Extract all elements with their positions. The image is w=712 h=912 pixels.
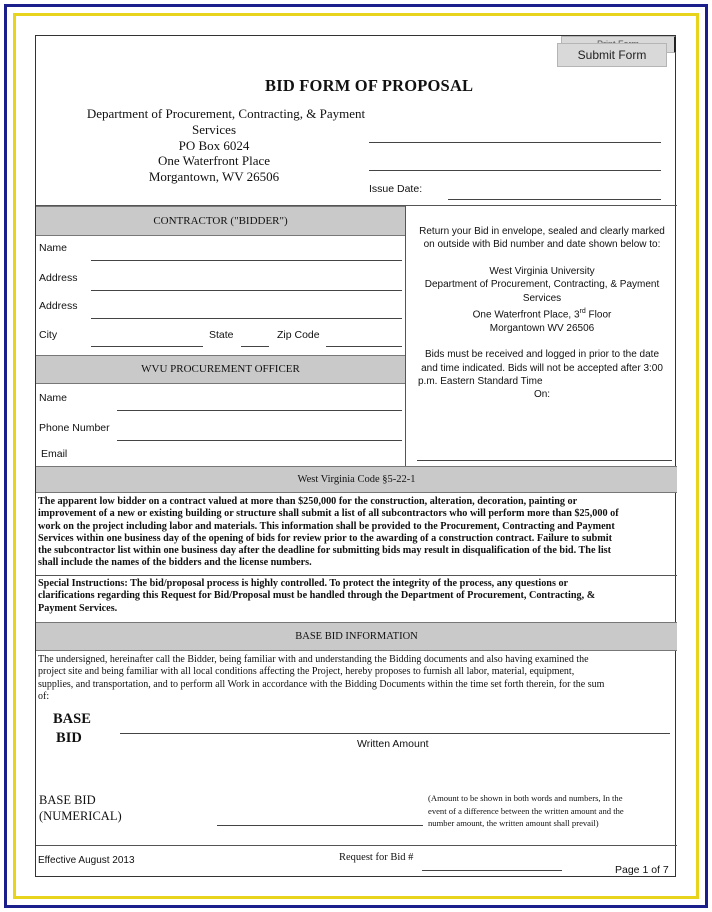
officer-name-label: Name [39, 392, 68, 404]
deadline-line-3: p.m. Eastern Standard Time [418, 375, 543, 387]
effective-date: Effective August 2013 [38, 855, 135, 866]
officer-heading: WVU PROCUREMENT OFFICER [36, 355, 405, 384]
address-line-1: PO Box 6024 [178, 137, 250, 153]
wv-code-line: the subcontractor list within one business day after the deadline for submitting bids may result in disqualification of the bid. The list [38, 545, 612, 557]
numerical-amount-field[interactable] [217, 825, 423, 826]
contractor-address-label-1: Address [39, 272, 78, 284]
header-field-line-2[interactable] [369, 170, 661, 171]
base-bid-numerical-label: BASE BID (NUMERICAL) [39, 793, 122, 823]
base-bid-heading: BASE BID INFORMATION [36, 622, 677, 651]
return-org-3: Services [522, 292, 562, 304]
base-bid-label: BASE BID [53, 711, 91, 746]
officer-name-field[interactable] [117, 410, 402, 411]
wv-code-paragraph [38, 496, 676, 570]
return-org-4: One Waterfront Place, 3rd Floor [472, 308, 612, 321]
contractor-state-field[interactable] [241, 346, 269, 347]
contractor-zip-label: Zip Code [277, 329, 320, 341]
contractor-city-field[interactable] [91, 346, 203, 347]
deadline-line-2: and time indicated. Bids will not be accepted after 3:00 [421, 362, 663, 374]
dept-line-2: Services [191, 121, 237, 137]
wv-code-line: improvement of a new or existing building or structure shall submit a list of all subcontractors who will perform more than $25,000 of [38, 508, 619, 520]
contractor-address-field-1[interactable] [91, 290, 402, 291]
written-amount-label: Written Amount [357, 738, 429, 750]
special-divider [36, 575, 677, 576]
contractor-heading: CONTRACTOR ("BIDDER") [36, 206, 405, 236]
return-org-2: Department of Procurement, Contracting, & Payment [424, 279, 660, 291]
wv-code-line: The apparent low bidder on a contract valued at more than $250,000 for the construction, alteration, decoration, painting or [38, 496, 578, 507]
address-line-3: Morgantown, WV 26506 [148, 169, 280, 185]
base-bid-line: project site and being familiar with all local conditions affecting the Project, hereby proposes to furnish all labor, material, equipment, [38, 666, 575, 678]
return-line-2: on outside with Bid number and date shown below to: [423, 239, 661, 251]
bid-due-date-field[interactable] [417, 460, 672, 461]
on-label: On: [533, 389, 551, 401]
request-for-bid-label: Request for Bid # [339, 852, 414, 863]
bid-form-page [35, 35, 676, 877]
request-for-bid-field[interactable] [422, 870, 562, 871]
deadline-line-1: Bids must be received and logged in prior to the date [424, 349, 660, 361]
return-instructions [408, 225, 676, 402]
contractor-address-field-2[interactable] [91, 318, 402, 319]
issue-date-label: Issue Date: [369, 183, 423, 195]
contractor-name-label: Name [39, 242, 68, 254]
contractor-state-label: State [209, 329, 234, 341]
written-amount-field[interactable] [120, 733, 670, 734]
wv-code-line: shall include the names of the bidders and the license numbers. [38, 557, 312, 569]
contractor-city-label: City [39, 329, 58, 341]
officer-email-label: Email [41, 448, 68, 460]
officer-phone-label: Phone Number [39, 422, 110, 434]
wv-code-line: Services within one business day of the opening of bids for review prior to the awarding of a construction contract. Failure to submit [38, 532, 612, 544]
special-line: clarifications regarding this Request for Bid/Proposal must be handled through the Department of Procurement, Contracting, & [38, 590, 596, 602]
footer-divider [36, 845, 677, 846]
wv-code-heading: West Virginia Code §5-22-1 [36, 466, 677, 493]
dept-line-1: Department of Procurement, Contracting, & Payment [86, 106, 366, 121]
special-line: Special Instructions: The bid/proposal process is highly controlled. To protect the integrity of the process, any questions or [38, 578, 569, 589]
contractor-zip-field[interactable] [326, 346, 402, 347]
officer-phone-field[interactable] [117, 440, 402, 441]
return-org-1: West Virginia University [489, 265, 595, 277]
base-bid-line: of: [38, 690, 50, 702]
amount-note: (Amount to be shown in both words and numbers, In the event of a difference between the written amount and the number amount, the written amount shall prevail) [428, 793, 624, 828]
base-bid-line: The undersigned, hereinafter call the Bidder, being familiar with and understanding the Bidding documents and also having examined the [38, 654, 589, 665]
return-org-5: Morgantown WV 26506 [489, 322, 595, 334]
submit-form-button[interactable]: Submit Form [557, 43, 667, 67]
department-address [56, 106, 396, 185]
page-number: Page 1 of 7 [615, 864, 669, 876]
special-instructions [38, 578, 676, 615]
issue-date-field[interactable] [448, 199, 661, 200]
page-title: BID FORM OF PROPOSAL [265, 76, 474, 95]
contractor-address-label-2: Address [39, 300, 78, 312]
address-line-2: One Waterfront Place [157, 153, 271, 169]
wv-code-line: work on the project including labor and materials. This information shall be provided to the Procurement, Contracting and Payment [38, 520, 615, 532]
contractor-name-field[interactable] [91, 260, 402, 261]
base-bid-paragraph [38, 654, 676, 703]
base-bid-line: supplies, and transportation, and to perform all Work in accordance with the Bidding Documents within the time set forth therein, for the sum [38, 678, 605, 690]
special-line: Payment Services. [38, 602, 118, 614]
header-field-line-1[interactable] [369, 142, 661, 143]
return-line-1: Return your Bid in envelope, sealed and clearly marked [419, 226, 665, 237]
column-divider [405, 205, 406, 466]
